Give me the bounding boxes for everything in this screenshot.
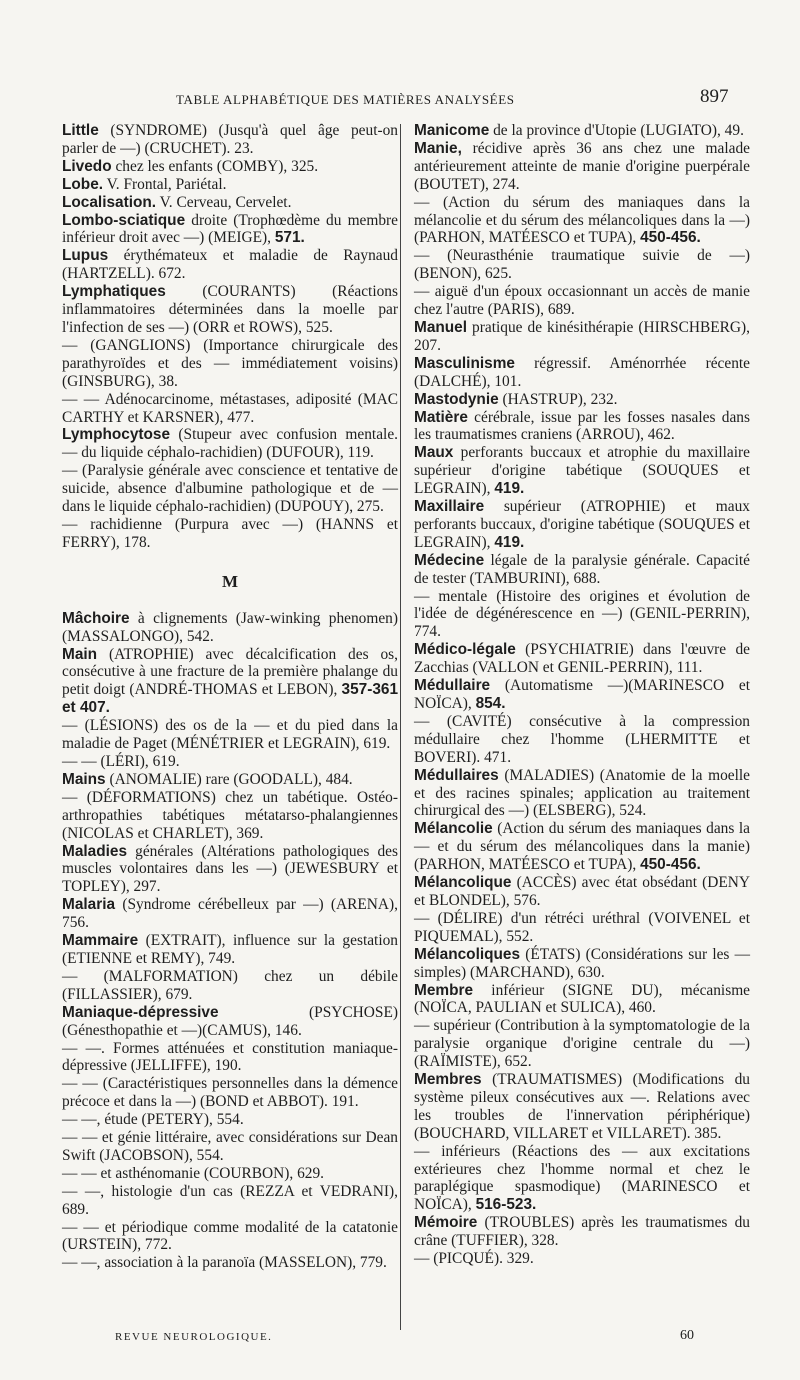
entry-page-ref: 419. <box>494 533 525 551</box>
entry-text: — (GANGLIONS) (Importance chirurgicale des parathyroïdes et des — immédiatement voisins) (GINSBURG), 38. <box>62 336 398 390</box>
entry-text: (Automatisme —)(MARINESCO et NOÏCA), <box>414 677 750 712</box>
section-letter: M <box>221 571 239 591</box>
index-entry <box>414 319 750 355</box>
index-entry <box>62 194 398 212</box>
entry-headword: Maniaque-dépressive <box>62 1003 219 1021</box>
running-title: TABLE ALPHABÉTIQUE DES MATIÈRES ANALYSÉES <box>176 92 515 107</box>
index-entry <box>62 176 398 194</box>
entry-text: de la province d'Utopie (LUGIATO), 49. <box>489 122 744 139</box>
entry-text: (ATROPHIE) avec décalcification des os, consécutive à une fracture de la première phalange du petit doigt (ANDRÉ-THOMAS et LEBON), <box>62 645 398 699</box>
entry-headword: Main <box>62 645 98 663</box>
entry-headword: Maladies <box>62 842 128 860</box>
entry-text: (TRAUMATISMES) (Modifications du système pileux consécutives aux —. Relations avec les troubles de l'innervation périphérique) (BOUCHARD, VILLARET et VILLARET). 385. <box>414 1071 750 1142</box>
entry-text: — aiguë d'un époux occasionnant un accès de manie chez l'autre (PARIS), 689. <box>414 283 750 319</box>
index-entry <box>62 283 398 337</box>
index-subentry <box>62 717 398 753</box>
entry-text: — (PICQUÉ). 329. <box>414 1250 534 1268</box>
entry-text: (MALADIES) (Anatomie de la moelle et des racines spinales; application au traitement chirurgical des —) (ELSBERG), 524. <box>414 766 750 820</box>
entry-headword: Mélancolique <box>414 874 512 892</box>
index-subentry <box>414 283 750 319</box>
index-entry <box>414 444 750 498</box>
entry-text: — — et asthénomanie (COURBON), 629. <box>62 1164 325 1182</box>
entry-text: (Syndrome cérébelleux par —) (ARENA), 756. <box>62 896 398 932</box>
index-subentry <box>62 753 398 771</box>
left-column <box>62 122 398 1272</box>
index-entry <box>414 1071 750 1143</box>
entry-headword: Lymphatiques <box>62 283 166 301</box>
entry-headword: Lombo-sciatique <box>62 211 186 229</box>
entry-headword: Matière <box>414 408 468 426</box>
entry-headword: Membre <box>414 981 474 999</box>
entry-headword: Médico-légale <box>414 641 516 659</box>
entry-text: régressif. Aménorrhée récente (DALCHÉ), 101. <box>414 354 750 390</box>
entry-headword: Lupus <box>62 247 109 265</box>
index-subentry <box>62 462 398 516</box>
entry-text: inférieur (SIGNE DU), mécanisme (NOÏCA, PAULIAN et SULICA), 460. <box>414 981 750 1017</box>
entry-text: (Action du sérum des maniaques dans la — et du sérum des mélancoliques dans la manie) (PARHON, MATÉESCO et TUPA), <box>414 820 750 874</box>
entry-text: — —, histologie d'un cas (REZZA et VEDRANI), 689. <box>62 1182 398 1218</box>
entry-page-ref: 357-361 et 407. <box>62 681 398 717</box>
index-entry <box>414 874 750 910</box>
index-entry <box>414 122 750 140</box>
index-entry <box>414 946 750 982</box>
index-entry <box>414 355 750 391</box>
index-subentry <box>62 1219 398 1255</box>
entry-text: (ÉTATS) (Considérations sur les — simples) (MARCHAND), 630. <box>414 945 750 981</box>
index-entry <box>414 140 750 194</box>
index-entry <box>62 843 398 897</box>
entry-text: — — et périodique comme modalité de la catatonie (URSTEIN), 772. <box>62 1218 398 1254</box>
entry-text: — inférieurs (Réactions des — aux excitations extérieures chez l'homme normal et chez le paraplégique spasmodique) (MARINESCO et NOÏCA), <box>414 1142 750 1214</box>
index-subentry <box>62 1075 398 1111</box>
entry-text: — (LÉSIONS) des os de la — et du pied dans la maladie de Paget (MÉNÉTRIER et LEGRAIN), 619. <box>62 717 398 753</box>
index-entry <box>414 982 750 1018</box>
entry-headword: Masculinisme <box>414 354 515 372</box>
entry-page-ref: 419. <box>494 480 525 498</box>
entry-text: — (Action du sérum des maniaques dans la mélancolie et du sérum des mélancoliques dans la —) (PARHON, MATÉESCO et TUPA), <box>414 193 750 247</box>
index-subentry <box>414 1143 750 1215</box>
entry-text: — supérieur (Contribution à la symptomatologie de la paralysie organique d'origine centrale du —) (RAÏMISTE), 652. <box>414 1017 750 1071</box>
entry-text: — (CAVITÉ) consécutive à la compression médullaire chez l'homme (LHERMITTE et BOVERI). 471. <box>414 712 750 766</box>
entry-page-ref: 450-456. <box>640 229 701 247</box>
entry-text: (ANOMALIE) rare (GOODALL), 484. <box>105 770 353 788</box>
entry-text: chez les enfants (COMBY), 325. <box>111 157 319 175</box>
index-subentry <box>62 337 398 391</box>
index-subentry <box>62 391 398 427</box>
entry-text: — — (Caractéristiques personnelles dans la démence précoce et dans la —) (BOND et ABBOT). 191. <box>62 1075 398 1111</box>
index-entry <box>414 1214 750 1250</box>
entry-text: — — (LÉRI), 619. <box>62 753 180 770</box>
entry-text: supérieur (ATROPHIE) et maux perforants buccaux, d'origine tabétique (SOUQUES et LEGRAIN), <box>414 498 750 551</box>
index-subentry <box>62 1040 398 1076</box>
entry-text: — — Adénocarcinome, métastases, adiposité (MAC CARTHY et KARSNER), 477. <box>62 390 398 426</box>
entry-headword: Manicome <box>414 122 490 139</box>
entry-text: — (DÉLIRE) d'un rétréci uréthral (VOIVENEL et PIQUEMAL), 552. <box>414 909 750 945</box>
index-entry <box>62 158 398 176</box>
index-entry <box>414 498 750 552</box>
entry-text: V. Cerveau, Cervelet. <box>156 193 292 211</box>
entry-text: récidive après 36 ans chez une malade antérieurement atteinte de manie d'origine puerpérale (BOUTET), 274. <box>414 139 750 193</box>
entry-headword: Mastodynie <box>414 390 499 408</box>
entry-headword: Membres <box>414 1071 482 1089</box>
journal-footer: REVUE NEUROLOGIQUE. <box>115 1331 273 1343</box>
index-subentry <box>414 713 750 767</box>
entry-headword: Mélancoliques <box>414 945 521 963</box>
index-entry <box>62 771 398 789</box>
index-entry <box>414 677 750 713</box>
entry-headword: Lymphocytose <box>62 426 171 444</box>
index-entry <box>62 646 398 718</box>
index-entry <box>414 767 750 821</box>
page-header <box>0 86 800 118</box>
entry-headword: Lobe. <box>62 175 104 193</box>
entry-page-ref: 450-456. <box>640 856 701 874</box>
entry-headword: Médullaire <box>414 677 491 695</box>
entry-text: (PSYCHOSE) (Génesthopathie et —)(CAMUS), 146. <box>62 1003 398 1039</box>
entry-text: droite (Trophœdème du membre inférieur droit avec —) (MEIGE), <box>62 211 398 247</box>
index-subentry <box>62 968 398 1004</box>
index-entry <box>414 391 750 409</box>
entry-page-ref: 516-523. <box>475 1196 537 1214</box>
index-entry <box>62 426 398 462</box>
index-entry <box>414 820 750 874</box>
index-subentry <box>62 1183 398 1219</box>
index-entry <box>62 1004 398 1040</box>
entry-headword: Médullaires <box>414 766 499 784</box>
entry-text: pratique de kinésithérapie (HIRSCHBERG), 207. <box>414 318 750 354</box>
column-divider <box>400 124 401 1330</box>
index-entry <box>62 896 398 932</box>
entry-text: (TROUBLES) après les traumatismes du crâne (TUFFIER), 328. <box>414 1214 750 1250</box>
index-subentry <box>62 1254 398 1272</box>
entry-text: (COURANTS) (Réactions inflammatoires déterminées dans la moelle par l'infection de ses —) (ORR et ROWS), 525. <box>62 283 398 336</box>
entry-headword: Localisation. <box>62 193 157 211</box>
entry-headword: Mains <box>62 770 106 788</box>
entry-headword: Manie, <box>414 139 462 157</box>
index-entry <box>62 122 398 158</box>
entry-text: — (Paralysie générale avec conscience et tentative de suicide, absence d'albumine pathologique et de — dans le liquide céphalo-rachidien) (DUPOUY), 275. <box>62 462 398 516</box>
entry-headword: Mâchoire <box>62 609 130 627</box>
index-subentry <box>414 588 750 642</box>
index-entry <box>62 932 398 968</box>
sheet-signature: 60 <box>680 1328 694 1343</box>
entry-text: — —, étude (PETERY), 554. <box>62 1111 244 1129</box>
entry-text: (SYNDROME) (Jusqu'à quel âge peut-on parler de —) (CRUCHET). 23. <box>62 122 398 157</box>
index-entry <box>62 212 398 248</box>
entry-text: perforants buccaux et atrophie du maxillaire supérieur d'origine tabétique (SOUQUES et LEGRAIN), <box>414 444 750 498</box>
entry-text: — (DÉFORMATIONS) chez un tabétique. Ostéo-arthropathies tabétiques métatarso-phalangiennes (NICOLAS et CHARLET), 369. <box>62 788 398 842</box>
entry-text: — —, association à la paranoïa (MASSELON), 779. <box>62 1254 387 1272</box>
entry-text: (HASTRUP), 232. <box>498 390 618 408</box>
entry-text: — rachidienne (Purpura avec —) (HANNS et FERRY), 178. <box>62 515 398 551</box>
index-entry <box>414 552 750 588</box>
index-entry <box>62 247 398 283</box>
entry-text: — mentale (Histoire des origines et évolution de l'idée de dégénérescence en —) (GENIL-PERRIN), 774. <box>414 587 750 641</box>
entry-text: érythémateux et maladie de Raynaud (HARTZELL). 672. <box>62 247 398 283</box>
entry-headword: Livedo <box>62 157 112 175</box>
entry-headword: Malaria <box>62 896 116 914</box>
entry-text: — —. Formes atténuées et constitution maniaque-dépressive (JELLIFFE), 190. <box>62 1039 398 1075</box>
entry-headword: Maxillaire <box>414 498 485 516</box>
entry-page-ref: 571. <box>274 229 305 247</box>
entry-text: — — et génie littéraire, avec considérations sur Dean Swift (JACOBSON), 554. <box>62 1129 398 1164</box>
entry-headword: Mammaire <box>62 932 139 950</box>
entry-text: cérébrale, issue par les fosses nasales dans les traumatismes craniens (ARROU), 462. <box>414 408 750 444</box>
entry-text: (ACCÈS) avec état obsédant (DENY et BLONDEL), 576. <box>414 874 750 909</box>
entry-headword: Maux <box>414 444 454 462</box>
entry-headword: Little <box>62 122 99 139</box>
entry-text: (Stupeur avec confusion mentale. — du liquide céphalo-rachidien) (DUFOUR), 119. <box>62 426 398 462</box>
entry-headword: Mélancolie <box>414 820 493 838</box>
index-subentry <box>414 1017 750 1071</box>
entry-text: générales (Altérations pathologiques des muscles volontaires dans les —) (JEWESBURY et TOPLEY), 297. <box>62 842 398 896</box>
index-subentry <box>414 194 750 248</box>
index-subentry <box>62 789 398 843</box>
index-subentry <box>414 1250 750 1268</box>
index-entry <box>62 610 398 646</box>
entry-page-ref: 854. <box>475 695 506 712</box>
page-number: 897 <box>700 86 729 107</box>
entry-headword: Mémoire <box>414 1214 478 1232</box>
index-subentry <box>414 910 750 946</box>
entry-text: — (MALFORMATION) chez un débile (FILLASSIER), 679. <box>62 967 398 1003</box>
index-subentry <box>62 516 398 552</box>
index-entry <box>414 641 750 677</box>
index-subentry <box>62 1165 398 1183</box>
right-column <box>414 122 750 1268</box>
index-subentry <box>414 247 750 283</box>
entry-text: légale de la paralysie générale. Capacité de tester (TAMBURINI), 688. <box>414 551 750 587</box>
index-subentry <box>62 1111 398 1129</box>
entry-text: à clignements (Jaw-winking phenomen) (MASSALONGO), 542. <box>62 609 398 645</box>
entry-headword: Manuel <box>414 318 468 336</box>
entry-headword: Médecine <box>414 551 485 569</box>
entry-text: (PSYCHIATRIE) dans l'œuvre de Zacchias (VALLON et GENIL-PERRIN), 111. <box>414 641 750 677</box>
entry-text: V. Frontal, Pariétal. <box>103 175 227 193</box>
index-subentry <box>62 1129 398 1165</box>
index-entry <box>414 409 750 445</box>
entry-text: (EXTRAIT), influence sur la gestation (ETIENNE et REMY), 749. <box>62 932 398 967</box>
entry-text: — (Neurasthénie traumatique suivie de —) (BENON), 625. <box>414 247 750 283</box>
